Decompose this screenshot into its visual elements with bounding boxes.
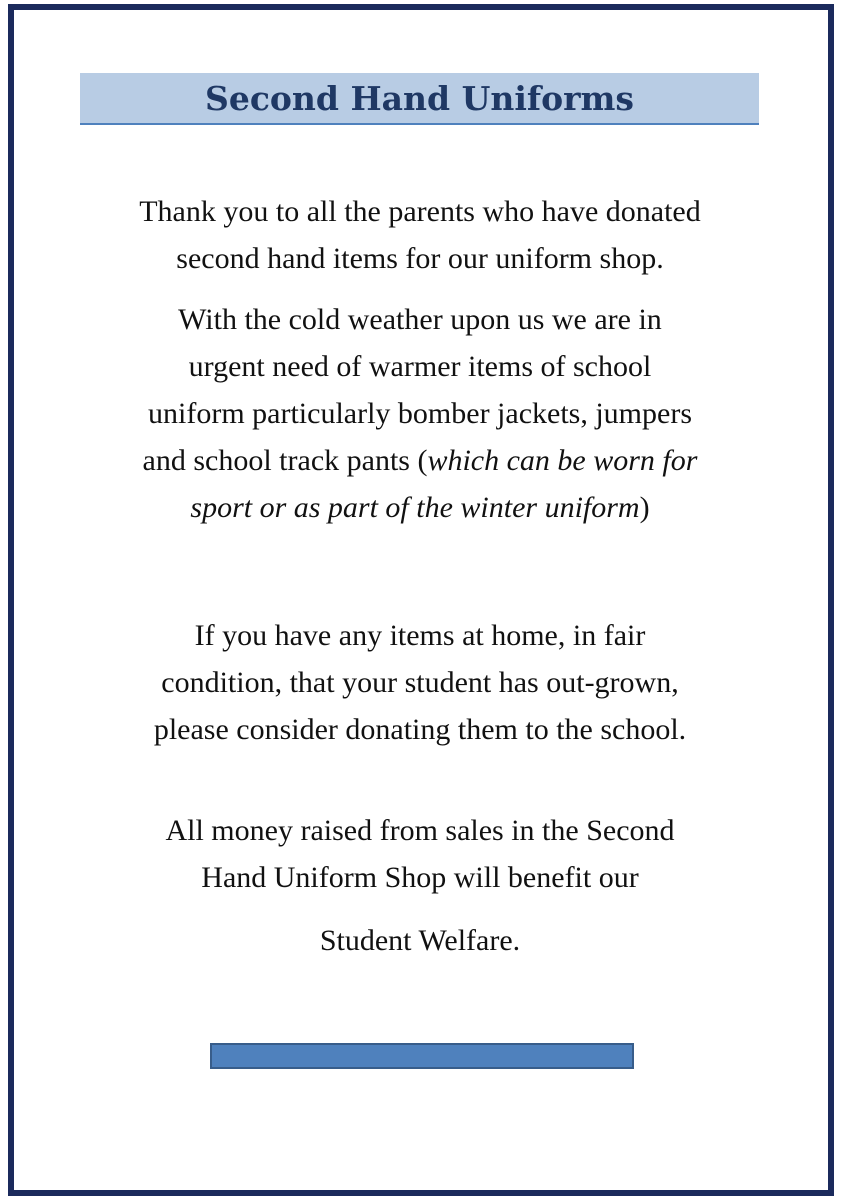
text-line: urgent need of warmer items of school [188, 350, 652, 383]
text-line: condition, that your student has out-grown, [161, 666, 679, 699]
text-plain: ) [639, 491, 650, 524]
donation-request-paragraph [40, 612, 800, 753]
thank-you-paragraph [40, 188, 800, 282]
footer-decorative-bar [210, 1043, 634, 1069]
text-line: If you have any items at home, in fair [194, 619, 646, 652]
text-line [40, 484, 800, 531]
text-line: second hand items for our uniform shop. [176, 242, 664, 275]
text-line: uniform particularly bomber jackets, jumpers [148, 397, 692, 430]
proceeds-paragraph [40, 807, 800, 964]
text-line: Hand Uniform Shop will benefit our [201, 861, 639, 894]
text-italic: sport or as part of the winter uniform [190, 491, 640, 524]
page-title: Second Hand Uniforms [205, 79, 634, 118]
text-line: please consider donating them to the school. [153, 713, 687, 746]
text-line [40, 437, 800, 484]
urgent-need-paragraph [40, 296, 800, 531]
title-banner [80, 73, 759, 125]
text-line: Student Welfare. [319, 924, 521, 957]
page-border [8, 4, 834, 1196]
text-line: With the cold weather upon us we are in [178, 303, 662, 336]
text-plain: and school track pants ( [142, 444, 428, 477]
text-italic: which can be worn for [427, 444, 698, 477]
text-line: Thank you to all the parents who have donated [139, 195, 701, 228]
text-line: All money raised from sales in the Second [165, 814, 675, 847]
